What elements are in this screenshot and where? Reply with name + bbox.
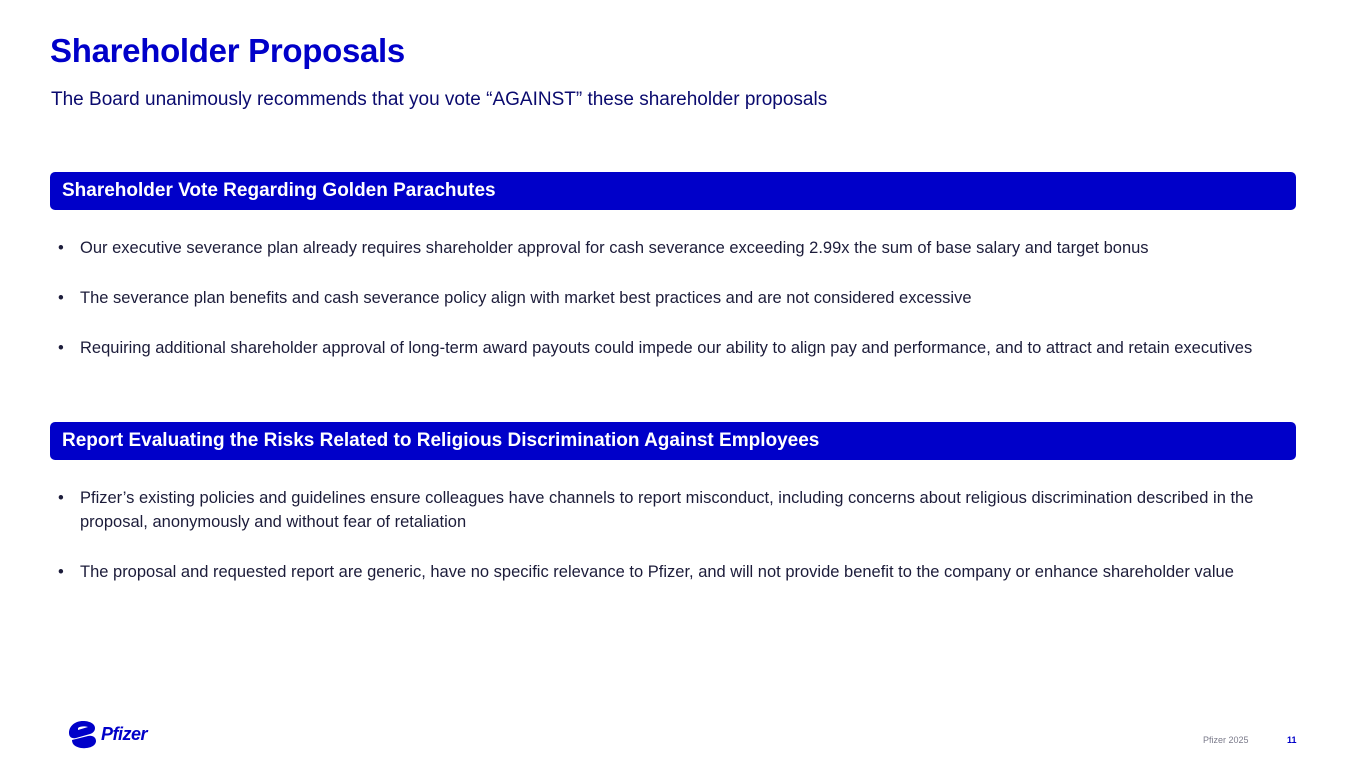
list-item: • Our executive severance plan already requires shareholder approval for cash severance exceeding 2.99x the sum of base salary and target bonus (58, 236, 1258, 260)
section-heading-golden-parachutes: Shareholder Vote Regarding Golden Parachutes (50, 172, 1296, 210)
list-item: • Pfizer’s existing policies and guidelines ensure colleagues have channels to report misconduct, including concerns about religious discrimination described in the proposal, anonymously and without fear of retaliation (58, 486, 1258, 534)
list-item: • The proposal and requested report are generic, have no specific relevance to Pfizer, and will not provide benefit to the company or enhance shareholder value (58, 560, 1258, 584)
pfizer-logo-icon (66, 718, 100, 750)
page-title: Shareholder Proposals (50, 32, 405, 69)
pfizer-logo (66, 716, 147, 752)
page-number: 11 (1287, 735, 1297, 745)
bullet-list-religious-discrimination (58, 486, 1258, 610)
pfizer-logo-text: Pfizer (101, 723, 148, 744)
footer-brand: Pfizer 2025 (1203, 735, 1249, 745)
list-item: • Requiring additional shareholder approval of long-term award payouts could impede our ability to align pay and performance, and to attract and retain executives (58, 336, 1258, 360)
list-item: • The severance plan benefits and cash severance policy align with market best practices and are not considered excessive (58, 286, 1258, 310)
section-heading-religious-discrimination: Report Evaluating the Risks Related to Religious Discrimination Against Employees (50, 422, 1296, 460)
bullet-list-golden-parachutes (58, 236, 1258, 386)
page-subtitle: The Board unanimously recommends that you vote “AGAINST” these shareholder proposals (51, 89, 828, 110)
